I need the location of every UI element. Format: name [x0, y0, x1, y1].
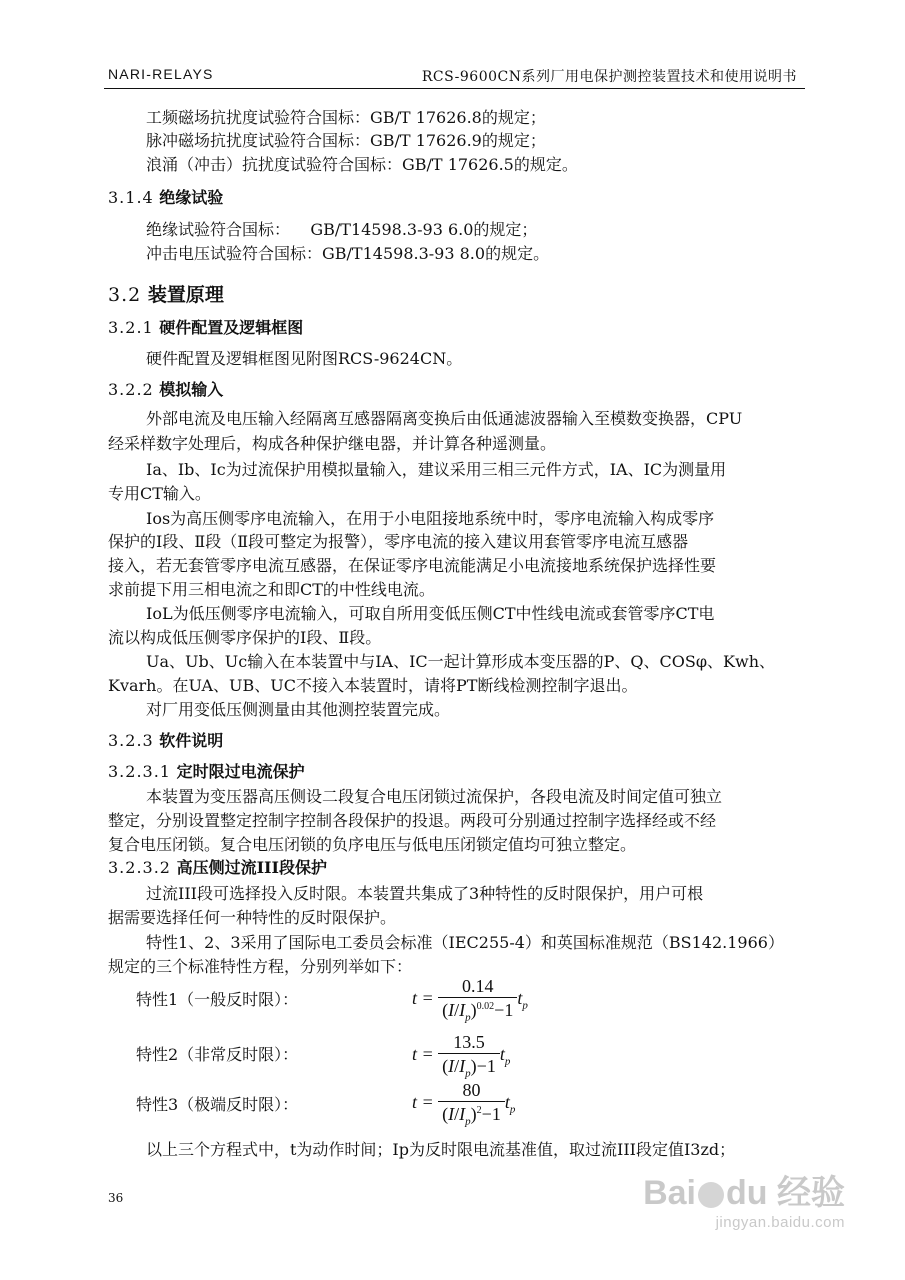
text-line: 绝缘试验符合国标： GB/T14598.3-93 6.0的规定；: [146, 220, 538, 239]
paw-icon: [698, 1182, 724, 1208]
formula-tp: t: [517, 987, 523, 1008]
formula-fraction: [438, 1080, 505, 1128]
section-heading-3-2: [108, 285, 224, 305]
formula-exponent: 2: [476, 1105, 482, 1116]
formula-lhs: t =: [412, 1091, 434, 1112]
baidu-watermark: [643, 1165, 845, 1231]
text-line: 流以构成低压侧零序保护的Ⅰ段、Ⅱ段。: [108, 628, 382, 647]
section-number: 3.1.4: [108, 188, 154, 207]
section-number: 3.2.2: [108, 380, 154, 399]
formula-tp: t: [504, 1091, 510, 1112]
section-title: 模拟输入: [159, 380, 224, 399]
formula-denominator: $(I/I_p)^2-1$: [438, 1101, 505, 1128]
header-right: RCS-9600CN系列厂用电保护测控装置技术和使用说明书: [421, 69, 797, 85]
section-title: 定时限过电流保护: [176, 762, 305, 781]
baidu-logo: Bai du 经验: [643, 1174, 845, 1212]
section-heading-3-2-2: [108, 380, 223, 400]
text-line: 保护的Ⅰ段、Ⅱ段（Ⅱ段可整定为报警），零序电流的接入建议用套管零序电流互感器: [108, 532, 689, 551]
text-line: Ios为高压侧零序电流输入，在用于小电阻接地系统中时，零序电流输入构成零序: [146, 509, 715, 528]
watermark-url: jingyan.baidu.com: [715, 1214, 845, 1231]
section-number: 3.2.3: [108, 731, 154, 750]
formula-label-2: 特性2（非常反时限）：: [136, 1045, 299, 1064]
text-line: 求前提下用三相电流之和即CT的中性线电流。: [108, 580, 435, 599]
text-line: 接入，若无套管零序电流互感器，在保证零序电流能满足小电流接地系统保护选择性要: [108, 556, 717, 575]
text-line: 对厂用变低压侧测量由其他测控装置完成。: [146, 700, 451, 719]
page-number: 36: [108, 1191, 124, 1205]
section-number: 3.2: [108, 284, 142, 306]
section-heading-3-2-3-2: [108, 858, 327, 878]
formula-numerator: 13.5: [453, 1032, 485, 1052]
section-title: 软件说明: [159, 731, 224, 750]
text-line: 冲击电压试验符合国标：GB/T14598.3-93 8.0的规定。: [146, 244, 550, 263]
formula-lhs: t =: [412, 987, 434, 1008]
text-line: 浪涌（冲击）抗扰度试验符合国标：GB/T 17626.5的规定。: [146, 155, 578, 174]
text-line: 专用CT输入。: [108, 484, 211, 503]
formula-label-1: 特性1（一般反时限）：: [136, 990, 299, 1009]
text-line: 过流III段可选择投入反时限。本装置共集成了3种特性的反时限保护，用户可根: [146, 884, 704, 903]
section-heading-3-2-1: [108, 318, 303, 338]
formula-numerator: 0.14: [461, 976, 494, 996]
formula-1: t = $\frac{0.14}{(I/I_p)^{0.02}-1}$ $t_p$: [412, 976, 528, 1024]
section-number: 3.2.3.1: [108, 762, 171, 781]
text-line: 脉冲磁场抗扰度试验符合国标：GB/T 17626.9的规定；: [146, 131, 546, 150]
text-line: 本装置为变压器高压侧设二段复合电压闭锁过流保护，各段电流及时间定值可独立: [146, 787, 723, 806]
formula-denominator: $(I/I_p)-1$: [438, 1053, 500, 1080]
text-line: 复合电压闭锁。复合电压闭锁的负序电压与低电压闭锁定值均可独立整定。: [108, 835, 637, 854]
formula-fraction: [438, 1032, 500, 1080]
text-line: 工频磁场抗扰度试验符合国标：GB/T 17626.8的规定；: [146, 108, 546, 127]
text-line: 以上三个方程式中，t为动作时间；Ip为反时限电流基准值，取过流III段定值I3zd；: [146, 1140, 736, 1159]
section-title: 硬件配置及逻辑框图: [159, 318, 304, 337]
formula-denominator: $(I/I_p)^{0.02}-1$: [438, 997, 517, 1024]
formula-fraction: [438, 976, 517, 1024]
section-heading-3-2-3-1: [108, 762, 305, 782]
section-title: 高压侧过流III段保护: [176, 858, 328, 877]
formula-numerator: 80: [462, 1080, 481, 1100]
section-title: 绝缘试验: [159, 188, 224, 207]
text-line: 规定的三个标准特性方程，分别列举如下：: [108, 957, 413, 976]
formula-lhs: t =: [412, 1043, 434, 1064]
text-line: IoL为低压侧零序电流输入，可取自所用变低压侧CT中性线电流或套管零序CT电: [146, 604, 715, 623]
text-line: Kvarh。在UA、UB、UC不接入本装置时，请将PT断线检测控制字退出。: [108, 676, 638, 695]
formula-2: t = $\frac{13.5}{(I/I_p)-1}$ $t_p$: [412, 1032, 511, 1080]
text-line: 整定，分别设置整定控制字控制各段保护的投退。两段可分别通过控制字选择经或不经: [108, 811, 717, 830]
text-line: Ia、Ib、Ic为过流保护用模拟量输入，建议采用三相三元件方式，IA、IC为测量用: [146, 460, 727, 479]
formula-exponent: 0.02: [476, 1001, 495, 1012]
header-left: NARI-RELAYS: [108, 66, 214, 82]
text-line: 据需要选择任何一种特性的反时限保护。: [108, 908, 397, 927]
header-rule: [104, 88, 805, 89]
text-line: Ua、Ub、Uc输入在本装置中与IA、IC一起计算形成本变压器的P、Q、COSφ、Kwh、: [146, 652, 775, 671]
text-line: 经采样数字处理后，构成各种保护继电器，并计算各种遥测量。: [108, 434, 557, 453]
formula-tp: t: [499, 1043, 505, 1064]
section-heading-3-2-3: [108, 731, 223, 751]
formula-3: t = $\frac{80}{(I/I_p)^2-1}$ $t_p$: [412, 1080, 516, 1128]
formula-label-3: 特性3（极端反时限）：: [136, 1095, 299, 1114]
text-line: 硬件配置及逻辑框图见附图RCS-9624CN。: [146, 349, 463, 368]
section-number: 3.2.3.2: [108, 858, 171, 877]
section-title: 装置原理: [147, 284, 224, 306]
section-number: 3.2.1: [108, 318, 154, 337]
section-heading-3-1-4: [108, 188, 223, 208]
text-line: 特性1、2、3采用了国际电工委员会标准（IEC255-4）和英国标准规范（BS142.1966）: [146, 933, 784, 952]
text-line: 外部电流及电压输入经隔离互感器隔离变换后由低通滤波器输入至模数变换器，CPU: [146, 409, 743, 428]
